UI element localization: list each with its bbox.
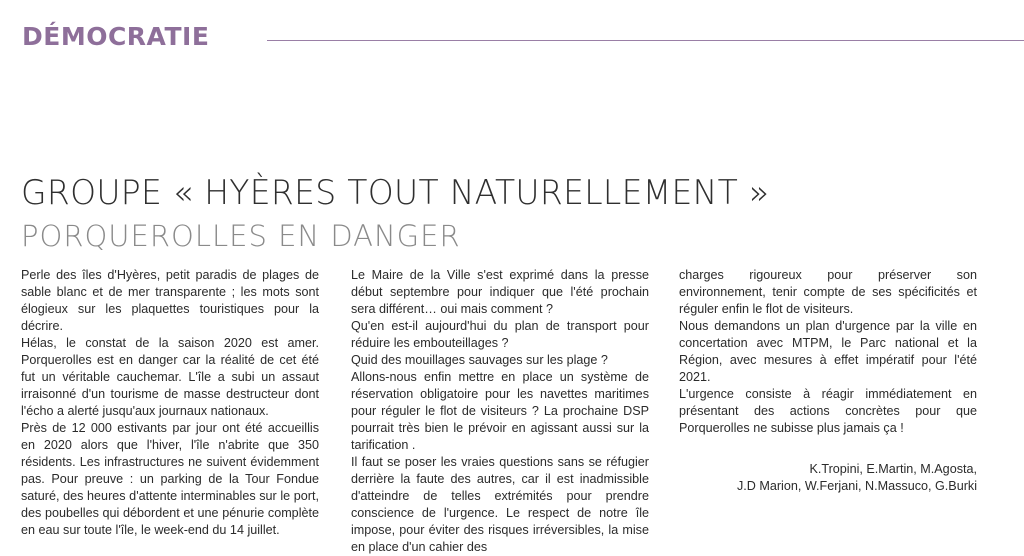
signature-block [679, 461, 977, 495]
article-column-1 [21, 267, 319, 539]
signature-line: J.D Marion, W.Ferjani, N.Massuco, G.Burki [736, 479, 977, 493]
section-header [22, 22, 1024, 51]
paragraph: Nous demandons un plan d'urgence par la ville en concertation avec MTPM, le Parc national et la Région, avec mesures à effet impératif pour l'été 2021. [679, 319, 977, 384]
signature-line: K.Tropini, E.Martin, M.Agosta, [809, 462, 977, 476]
paragraph: Le Maire de la Ville s'est exprimé dans la presse début septembre pour indiquer que l'été prochain sera différent… oui mais comment ? [351, 268, 649, 316]
paragraph: Allons-nous enfin mettre en place un système de réservation obligatoire pour les navettes maritimes pour réguler le flot de visiteurs ? La prochaine DSP pourrait très bien le prévoir en agissant aussi sur la tarification . [351, 370, 649, 452]
paragraph: charges rigoureux pour préserver son environnement, tenir compte de ses spécificités et réguler enfin le flot de visiteurs. [679, 268, 977, 316]
paragraph: Près de 12 000 estivants par jour ont été accueillis en 2020 alors que l'hiver, l'île n'abrite que 350 résidents. Les infrastructures ne suivent évidemment pas. Pour preuve : un parking de la Tour Fondue saturé, des heures d'attente interminables sur le port, des poubelles qui débordent et une pénurie complète en eau sur toute l'île, le week-end du 14 juillet. [21, 421, 319, 537]
section-divider [267, 40, 1024, 41]
article-column-3 [679, 267, 977, 495]
article-subheadline: PORQUEROLLES EN DANGER [21, 219, 461, 253]
paragraph: Il faut se poser les vraies questions sans se réfugier derrière la faute des autres, car il est inadmissible d'atteindre de telles extrémités pour prendre conscience de l'urgence. Le respect de notre île impose, pour éviter des risques irréversibles, la mise en place d'un cahier des [351, 455, 649, 554]
paragraph: Qu'en est-il aujourd'hui du plan de transport pour réduire les embouteillages ? [351, 319, 649, 350]
paragraph: L'urgence consiste à réagir immédiatement en présentant des actions concrètes pour que Porquerolles ne subisse plus jamais ça ! [679, 387, 977, 435]
article-headline: GROUPE « HYÈRES TOUT NATURELLEMENT » [21, 173, 770, 212]
paragraph: Hélas, le constat de la saison 2020 est amer. Porquerolles est en danger car la réalité de cet été fut un véritable cauchemar. L'île a subi un assaut irraisonné d'un tourisme de masse destructeur dont l'écho a alerté jusqu'aux journaux nationaux. [21, 336, 319, 418]
section-title: DÉMOCRATIE [22, 22, 210, 51]
article-column-2 [351, 267, 649, 556]
paragraph: Quid des mouillages sauvages sur les plage ? [351, 353, 608, 367]
paragraph: Perle des îles d'Hyères, petit paradis de plages de sable blanc et de mer transparente ; les mots sont élogieux sur les plaquettes touristiques pour la décrire. [21, 268, 319, 333]
